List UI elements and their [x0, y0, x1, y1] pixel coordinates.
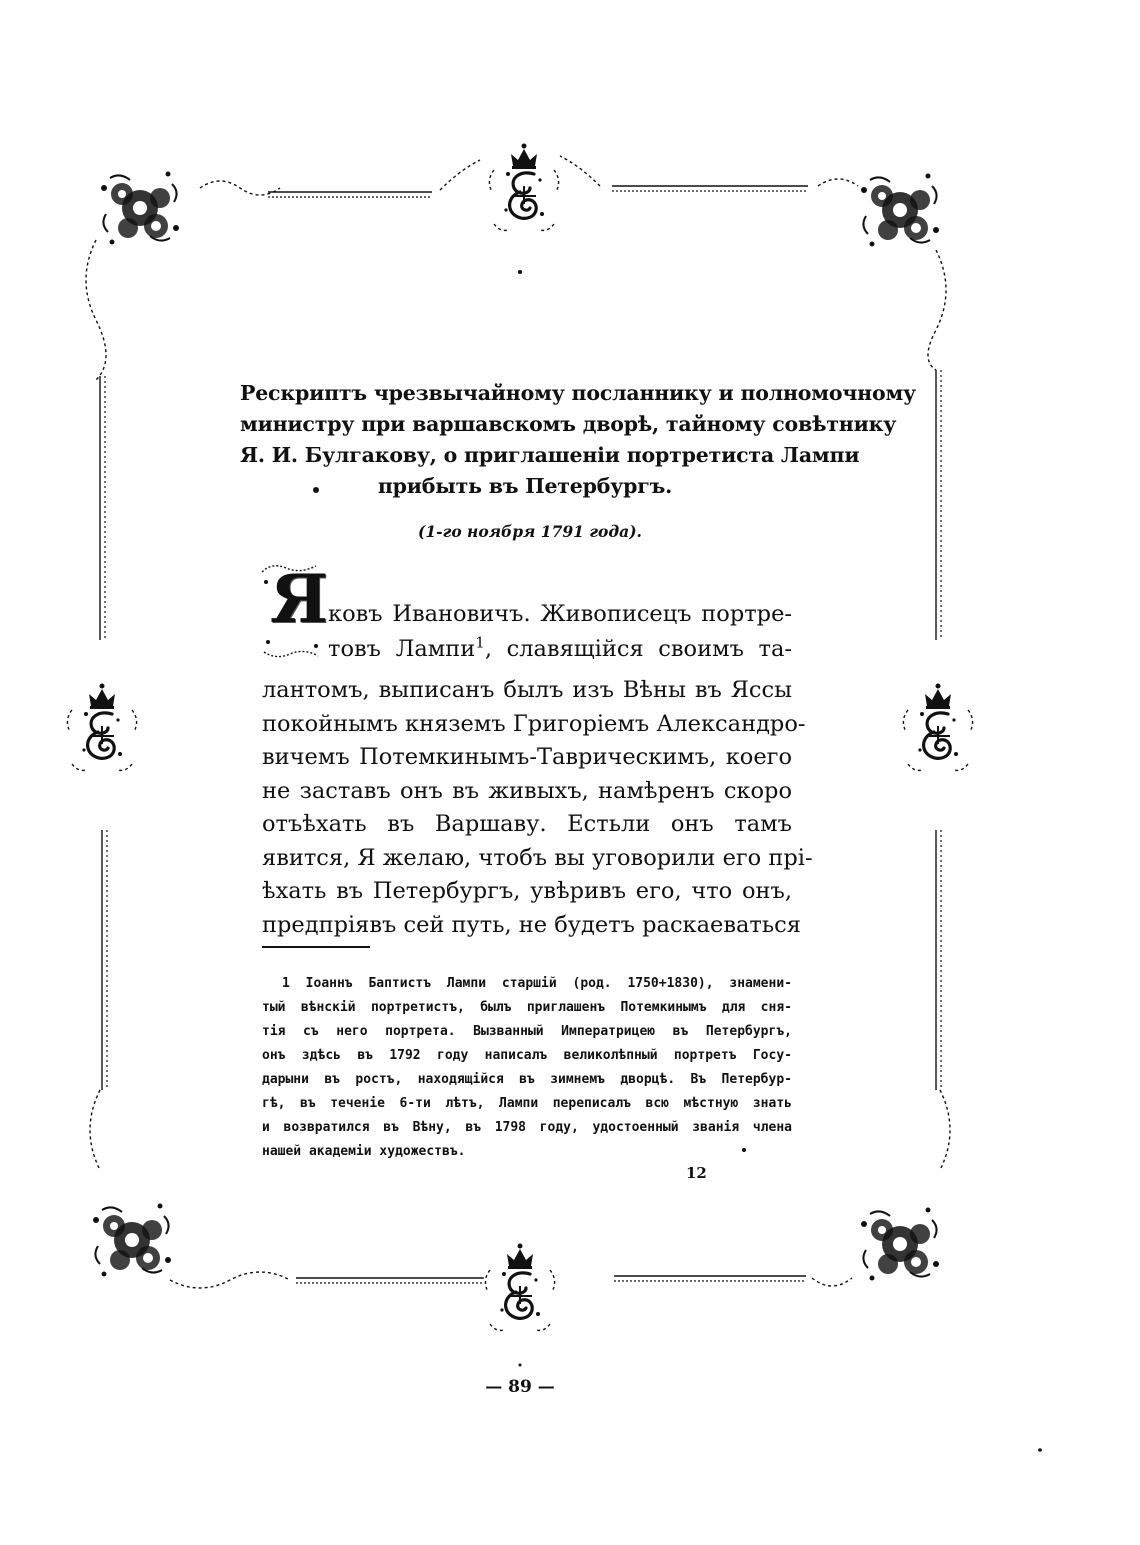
body-text-fragment: , славящійся своимъ та- — [484, 636, 792, 662]
monogram-right — [903, 684, 972, 771]
body-line — [328, 633, 792, 666]
monogram-bottom — [485, 1244, 554, 1331]
body-line: не заставъ онъ въ живыхъ, намѣренъ скоро — [262, 777, 792, 804]
monogram-left — [67, 684, 136, 771]
page-number: — 89 — — [485, 1377, 555, 1397]
corner-ornament-top-right — [861, 174, 939, 247]
body-line: отъѣхать въ Варшаву. Естьли онъ тамъ — [262, 811, 792, 837]
bullet-mark — [313, 487, 319, 493]
body-line: предпріявъ сей путь, не будетъ раскаеваться — [262, 911, 801, 938]
footnote-line: нашей академіи художествъ. — [262, 1144, 466, 1159]
body-line: ѣхать въ Петербургъ, увѣривъ его, что онъ, — [262, 878, 792, 904]
footnote-reference: 1 — [475, 633, 485, 652]
title-line: прибыть въ Петербургъ. — [377, 474, 673, 498]
footnote-divider — [262, 946, 370, 948]
footnote-line: 1 Іоаннъ Баптистъ Лампи старшій (род. 1750+1830), знамени- — [282, 976, 792, 991]
footnote-line: и возвратился въ Вѣну, въ 1798 году, удостоенный званія члена — [262, 1120, 792, 1135]
body-line: покойнымъ княземъ Григоріемъ Александро- — [262, 710, 806, 737]
signature-number: 12 — [686, 1164, 707, 1182]
document-date: (1-го ноября 1791 года). — [418, 522, 642, 541]
footnote-line: онъ здѣсь въ 1792 году написалъ великолѣпный портретъ Госу- — [262, 1048, 792, 1063]
decorative-initial — [258, 560, 329, 662]
title-line: министру при варшавскомъ дворѣ, тайному совѣтнику — [240, 412, 897, 436]
right-border — [928, 250, 950, 1170]
document-title — [240, 378, 916, 502]
title-line: Рескриптъ чрезвычайному посланнику и полномочному — [240, 381, 916, 405]
corner-ornament-bottom-left — [93, 1204, 171, 1277]
body-line: ковъ Ивановичъ. Живописецъ портре- — [328, 601, 792, 627]
footnote-line: гѣ, въ теченіе 6-ти лѣтъ, Лампи переписалъ всю мѣстную знать — [262, 1096, 792, 1111]
footnote-line: тый вѣнскій портретистъ, былъ приглашенъ Потемкинымъ для сня- — [262, 1000, 792, 1015]
body-line: явится, Я желаю, чтобъ вы уговорили его прі- — [262, 844, 813, 871]
footnote-line: тія съ него портрета. Вызванный Императрицею въ Петербургъ, — [262, 1024, 792, 1039]
monogram-top — [489, 144, 558, 231]
footnote-line: дарыни въ ростъ, находящійся въ зимнемъ дворцѣ. Въ Петербур- — [262, 1072, 792, 1087]
body-line: лантомъ, выписанъ былъ изъ Вѣны въ Яссы — [262, 677, 792, 703]
body-line: вичемъ Потемкинымъ-Таврическимъ, коего — [262, 744, 792, 770]
corner-ornament-bottom-right — [861, 1208, 939, 1281]
corner-ornament-top-left — [101, 172, 179, 245]
drop-cap-letter: Я — [270, 560, 329, 638]
title-line: Я. И. Булгакову, о приглашеніи портретиста Лампи — [240, 443, 860, 467]
body-text-fragment: товъ Лампи — [328, 636, 476, 662]
